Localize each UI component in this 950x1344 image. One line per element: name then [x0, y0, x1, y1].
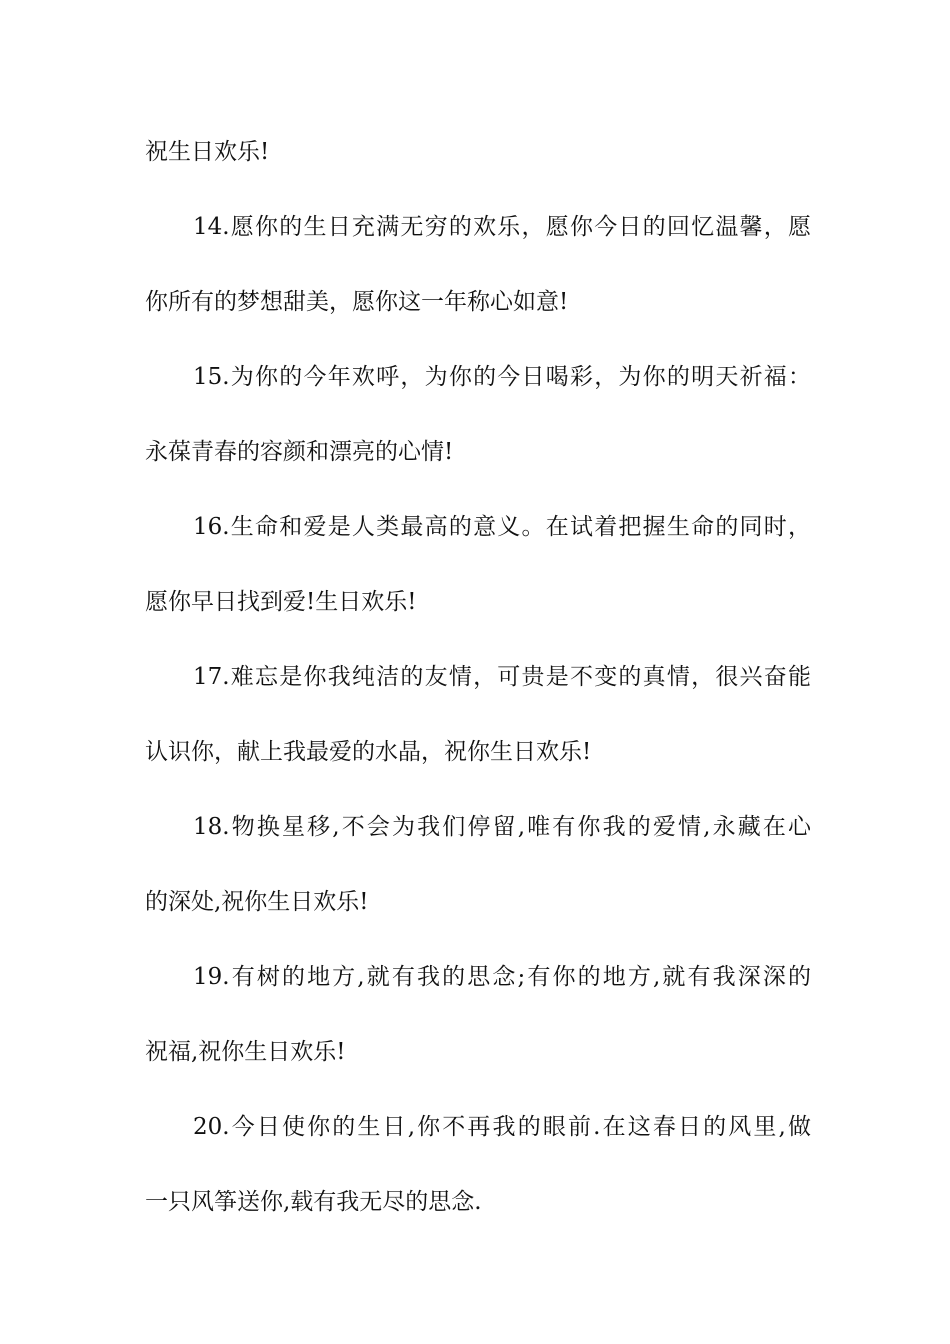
paragraph-line: 你所有的梦想甜美，愿你这一年称心如意! — [145, 289, 569, 315]
paragraph-line-numbered: 20.今日使你的生日,你不再我的眼前.在这春日的风里,做 — [193, 1114, 811, 1140]
paragraph-line: 永葆青春的容颜和漂亮的心情! — [145, 439, 454, 465]
paragraph-line: 一只风筝送你,载有我无尽的思念. — [145, 1189, 482, 1215]
paragraph-line: 的深处,祝你生日欢乐! — [145, 889, 369, 915]
paragraph-line-numbered: 18.物换星移,不会为我们停留,唯有你我的爱情,永藏在心 — [193, 814, 811, 840]
paragraph-line-numbered: 15.为你的今年欢呼，为你的今日喝彩，为你的明天祈福： — [193, 364, 811, 390]
paragraph-line: 认识你，献上我最爱的水晶，祝你生日欢乐! — [145, 739, 592, 765]
paragraph-line-numbered: 17.难忘是你我纯洁的友情，可贵是不变的真情，很兴奋能 — [193, 664, 811, 690]
paragraph-line-numbered: 16.生命和爱是人类最高的意义。在试着把握生命的同时， — [193, 514, 811, 540]
paragraph-line: 祝生日欢乐! — [145, 139, 270, 165]
paragraph-line: 愿你早日找到爱!生日欢乐! — [145, 589, 417, 615]
paragraph-line-numbered: 14.愿你的生日充满无穷的欢乐，愿你今日的回忆温馨，愿 — [193, 214, 811, 240]
paragraph-line: 祝福,祝你生日欢乐! — [145, 1039, 346, 1065]
paragraph-line-numbered: 19.有树的地方,就有我的思念;有你的地方,就有我深深的 — [193, 964, 811, 990]
document-body — [145, 128, 811, 1253]
